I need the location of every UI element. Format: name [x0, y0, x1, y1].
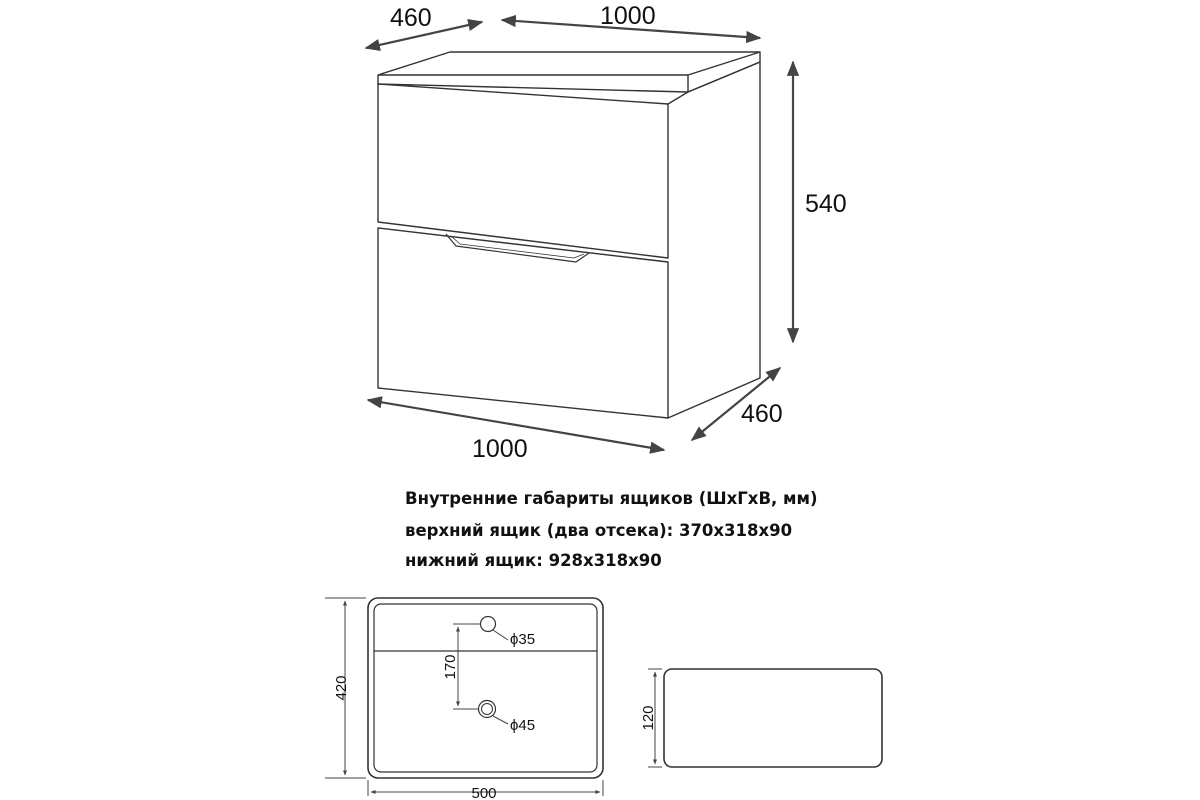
- note-lower-drawer: нижний ящик: 928x318x90: [405, 551, 662, 570]
- drain-hole-inner: [482, 704, 493, 715]
- leader-drain-hole: [493, 716, 508, 724]
- label-drain-hole-diameter: ϕ45: [510, 717, 536, 734]
- note-upper-drawer: верхний ящик (два отсека): 370x318x90: [405, 521, 793, 540]
- sink-inner-basin: [374, 604, 597, 772]
- label-width-top: 1000: [600, 2, 656, 30]
- faucet-hole: [481, 617, 496, 632]
- leader-faucet-hole: [493, 630, 508, 640]
- countertop-top-face: [378, 52, 760, 75]
- label-side-height: 120: [640, 705, 657, 731]
- cabinet-side-panel: [668, 62, 760, 418]
- lower-drawer-front: [378, 228, 668, 418]
- sink-plan-view: [368, 598, 603, 778]
- label-width-bottom: 1000: [472, 435, 528, 463]
- sink-side-profile: [664, 669, 882, 767]
- label-hole-spacing: 170: [442, 654, 459, 680]
- label-sink-height: 420: [333, 675, 350, 701]
- sink-side-view: [664, 669, 882, 767]
- sink-outer-rim: [368, 598, 603, 778]
- note-inner-dimensions-title: Внутренние габариты ящиков (ШхГхВ, мм): [405, 489, 818, 508]
- countertop-front-edge: [378, 75, 688, 92]
- upper-drawer-front: [378, 84, 668, 258]
- cabinet-drawing: [378, 52, 760, 418]
- cabinet-dimension-arrows: [366, 20, 793, 450]
- label-sink-width: 500: [471, 785, 497, 800]
- label-depth-bottom: 460: [741, 400, 783, 428]
- label-faucet-hole-diameter: ϕ35: [510, 631, 536, 648]
- label-depth-top: 460: [390, 4, 432, 32]
- sink-dimension-lines: [325, 598, 603, 796]
- label-height: 540: [805, 190, 847, 218]
